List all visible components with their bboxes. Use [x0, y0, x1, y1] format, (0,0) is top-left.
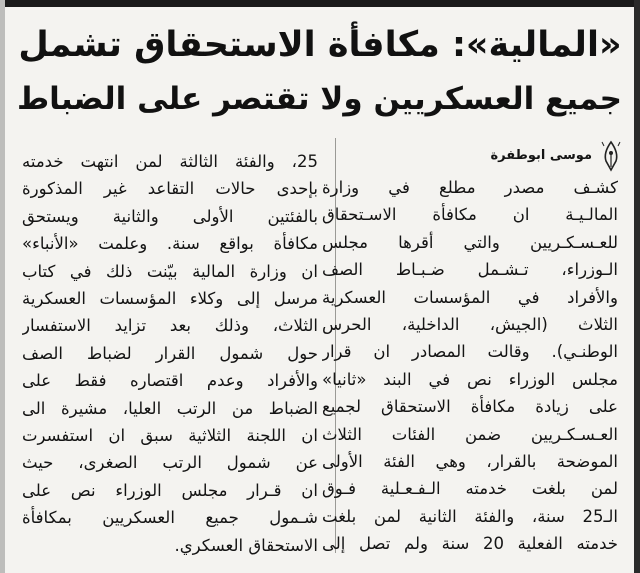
article-line: بالفئتين الأولى والثانية ويستحق — [22, 206, 318, 226]
article-line: ان اللجنة الثلاثية سبق ان استفسرت — [22, 426, 318, 446]
headline — [18, 18, 622, 126]
article-line: الـ25 سنة، والفئة الثانية لمن بلغت — [322, 506, 618, 526]
article-line: شـمول جميع العسكريين بمكافأة — [22, 508, 318, 528]
article-line: مكافأة بواقع سنة. وعلمت «الأنباء» — [22, 234, 318, 254]
article-line: والأفراد في المؤسسات العسكرية — [322, 287, 618, 307]
top-border — [0, 0, 640, 7]
left-column — [22, 148, 318, 559]
article-line: الثلاث (الجيش، الداخلية، الحرس — [322, 315, 618, 335]
headline-line-1: «المالية»: مكافأة الاستحقاق تشمل — [18, 25, 622, 65]
article-line: 25، والفئة الثالثة لمن انتهت خدمته — [22, 152, 318, 171]
article-line: الـوزراء، تـشـمل ضـبـاط الصف — [322, 260, 618, 280]
article-line: الاستحقاق العسكري. — [174, 535, 318, 555]
article-line: ان قـرار مجلس الوزراء نص على — [22, 480, 318, 500]
pen-nib-icon — [600, 140, 622, 172]
article-line: مجلس الوزراء نص في البند «ثانيا» — [322, 369, 618, 389]
article-line: لمن بلغت خدمته الـفـعـلية فـوق — [322, 479, 618, 499]
author-name: موسى ابوطفرة — [490, 148, 592, 163]
article-line: الضباط من الرتب العليا، مشيرة الى — [22, 398, 318, 418]
byline — [322, 140, 622, 174]
article-line: على زيادة مكافأة الاستحقاق لجميع — [322, 397, 618, 417]
article-line: مرسل إلى وكلاء المؤسسات العسكرية — [22, 289, 318, 309]
article-line: بإحدى حالات التقاعد غير المذكورة — [22, 179, 318, 199]
article-line: الموضحة بالقرار، وهي الفئة الأولى — [322, 452, 618, 472]
article-line: للعـسـكـريين والتي أقرها مجلس — [322, 232, 618, 252]
article-line: عن شمول الرتب الصغرى، حيث — [22, 453, 318, 473]
left-border — [0, 0, 5, 573]
article-line: خدمته الفعلية 20 سنة ولم تصل إلى — [322, 534, 618, 554]
right-column — [322, 174, 618, 558]
article-line: كشـف مصدر مطلع في وزارة — [322, 178, 618, 197]
article-line: ان وزارة المالية بيّنت ذلك في كتاب — [22, 261, 318, 281]
article-line: العـسـكـريين ضمن الفئات الثلاث — [322, 424, 618, 444]
right-border — [634, 0, 640, 573]
article-line: حول شمول القرار لضباط الصف — [22, 343, 318, 363]
article-line: والأفراد وعدم اقتصاره فقط على — [22, 371, 318, 391]
article-line: المالـيـة ان مكافأة الاسـتحقاق — [322, 205, 618, 225]
article-line: الثلاث، وذلك بعد تزايد الاستفسار — [22, 316, 318, 336]
headline-line-2: جميع العسكريين ولا تقتصر على الضباط — [16, 81, 622, 117]
article-line: الوطنـي). وقالت المصادر ان قرار — [322, 342, 618, 362]
